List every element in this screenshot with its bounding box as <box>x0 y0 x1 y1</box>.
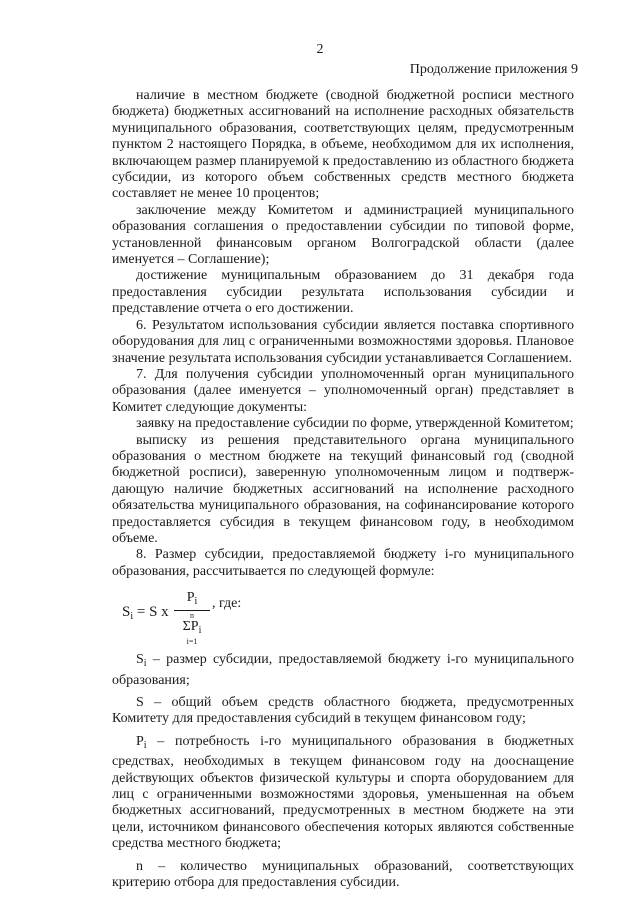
definition-n: n – количество муниципальных образований, соответствующих критерию отбора для предоставления субсидии. <box>112 858 574 891</box>
document-body <box>112 88 574 891</box>
paragraph: 8. Размер субсидии, предоставляемой бюджету i-го муниципального образования, рассчитывается по следующей формуле: <box>112 547 574 579</box>
definition-s: S – общий объем средств областного бюджета, предусмотренных Комитету для предоставления субсидий в текущем финансовом году; <box>112 695 574 727</box>
paragraph: 6. Результатом использования субсидии является поставка спортивного оборудования для лиц с ограниченными возможностями здоровья. Плановое значение результата использования субсидии устанавливается Соглашением. <box>112 317 574 366</box>
definition-pi: $P_i$ – потребность i-го муниципального образования в бюджетных средствах, необходимых в текущем финансовом году на дооснащение действующих объектов физической культуры и спорта оборудованием для лиц с ограниченными возможностями здоровья, уменьшенная на объем бюджетных ассигнований, предусмотренных в местном бюджете на эти цели, источником финансового обеспечения которых являются собственные средства местного бюджета; <box>112 733 574 852</box>
sum-lower-limit: i=1 <box>186 637 198 647</box>
paragraph: 7. Для получения субсидии уполномоченный орган муниципального образования (далее именуется – уполномоченный орган) представляет в Комитет следующие документы: <box>112 366 574 415</box>
formula-lhs: $S_i = S$ x <box>122 604 169 623</box>
paragraph: наличие в местном бюджете (сводной бюджетной росписи местного бюджета) бюджетных ассигнований на исполнение расходных обязательств муниципального образования, соответствующих целям, предусмотренным пунктом 2 настоящего Порядка, в объеме, необходимом для их исполнения, включающем размер планируемой к предоставлению из областного бюджета субсидии, из которого объем собственных средств местного бюджета составляет не менее 10 процентов; <box>112 88 574 202</box>
appendix-continuation-note: Продолжение приложения 9 <box>409 62 578 77</box>
paragraph: заключение между Комитетом и администрацией муниципального образования соглашения о предоставлении субсидии по типовой форме, установленной финансовым органом Волгоградской области (далее именуется – Соглашение); <box>112 202 574 268</box>
page-number: 2 <box>316 42 324 57</box>
formula-numerator: $P_i$ <box>186 590 198 608</box>
paragraph: заявку на предоставление субсидии по форме, утвержденной Комитетом; <box>136 416 574 432</box>
formula-denominator: $\Sigma P_i$ <box>182 619 202 637</box>
paragraph: выписку из решения представительного органа муниципального образования о местном бюджете на текущий финансовый год (сводной бюджетной росписи), заверенную уполномоченным лицом и подтверж-дающую наличие бюджетных ассигнований на исполнение расходного обязательства муниципального образования, на софинансирование которого предоставляется субсидия в текущем финансовом году, в необходимом объеме. <box>112 432 574 546</box>
subsidy-formula <box>112 588 574 646</box>
formula-fraction <box>174 590 210 646</box>
definition-si: $S_i$ – размер субсидии, предоставляемой бюджету i-го муниципального образования; <box>112 652 574 688</box>
paragraph: достижение муниципальным образованием до 31 декабря года предоставления субсидии результата использования субсидии и представление отчета о его достижении. <box>112 268 574 317</box>
formula-suffix: , где: <box>212 596 242 612</box>
sum-upper-limit: n <box>190 611 194 621</box>
